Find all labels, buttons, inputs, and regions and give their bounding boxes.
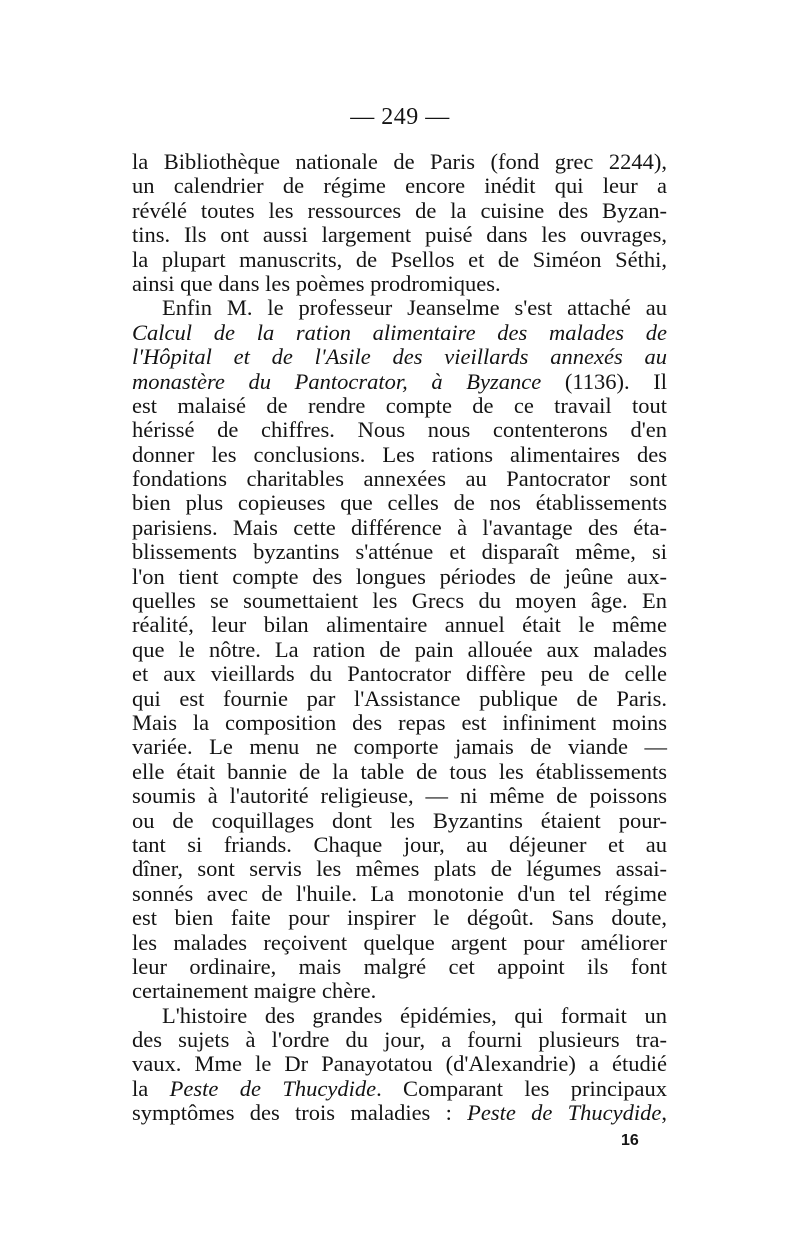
text-line: dîner, sont servis les mêmes plats de légumes assai- xyxy=(132,856,667,882)
text-line: réalité, leur bilan alimentaire annuel était le même xyxy=(132,612,667,638)
text-fragment: . Comparant les principaux xyxy=(376,1075,667,1101)
text-line: elle était bannie de la table de tous les établissements xyxy=(132,758,667,784)
work-title: monastère du Pantocrator, à Byzance xyxy=(132,368,542,394)
text-line xyxy=(132,370,667,394)
text-line: vaux. Mme le Dr Panayotatou (d'Alexandrie) a étudié xyxy=(132,1051,667,1077)
body-text xyxy=(132,150,667,1126)
text-line: l'on tient compte des longues périodes de jeûne aux- xyxy=(132,563,667,589)
work-title: Peste de Thucydide xyxy=(169,1075,377,1101)
text-line: Calcul de la ration alimentaire des malades de xyxy=(132,319,667,345)
text-line: l'Hôpital et de l'Asile des vieillards annexés au xyxy=(132,344,667,370)
text-line: ainsi que dans les poèmes prodromiques. xyxy=(132,270,501,296)
text-line: la plupart manuscrits, de Psellos et de Siméon Séthi, xyxy=(132,246,667,272)
text-line: variée. Le menu ne comporte jamais de viande — xyxy=(132,734,667,760)
page-number-header: — 249 — xyxy=(350,104,450,130)
text-line: est malaisé de rendre compte de ce travail tout xyxy=(132,392,667,418)
text-line: est bien faite pour inspirer le dégoût. Sans doute, xyxy=(132,905,667,931)
text-line: qui est fournie par l'Assistance publique de Paris. xyxy=(132,685,667,711)
text-line: des sujets à l'ordre du jour, a fourni plusieurs tra- xyxy=(132,1027,667,1053)
text-line: donner les conclusions. Les rations alimentaires des xyxy=(132,441,667,467)
text-line xyxy=(132,1101,667,1125)
paragraph-start-line: L'histoire des grandes épidémies, qui formait un xyxy=(162,1002,667,1028)
text-line: tant si friands. Chaque jour, au déjeuner et au xyxy=(132,831,667,857)
text-line: soumis à l'autorité religieuse, — ni même de poissons xyxy=(132,783,667,809)
work-title: Peste de Thucydide xyxy=(467,1100,662,1126)
text-line: leur ordinaire, mais malgré cet appoint ils font xyxy=(132,953,667,979)
paragraph-start-line: Enfin M. le professeur Jeanselme s'est attaché au xyxy=(162,295,667,321)
text-line: fondations charitables annexées au Pantocrator sont xyxy=(132,466,667,492)
text-line: certainement maigre chère. xyxy=(132,978,377,1004)
text-line: quelles se soumettaient les Grecs du moyen âge. En xyxy=(132,588,667,614)
text-fragment: , xyxy=(661,1100,667,1126)
text-line: et aux vieillards du Pantocrator diffère peu de celle xyxy=(132,661,667,687)
text-line xyxy=(132,1077,667,1101)
text-line: Mais la composition des repas est infiniment moins xyxy=(132,709,667,735)
text-fragment: symptômes des trois maladies : xyxy=(132,1100,468,1126)
text-line: parisiens. Mais cette différence à l'avantage des éta- xyxy=(132,514,667,540)
text-line: la Bibliothèque nationale de Paris (fond grec 2244), xyxy=(132,149,667,174)
text-fragment: la xyxy=(132,1075,170,1101)
text-line: révélé toutes les ressources de la cuisine des Byzan- xyxy=(132,197,667,223)
text-line: sonnés avec de l'huile. La monotonie d'un tel régime xyxy=(132,880,667,906)
text-line: ou de coquillages dont les Byzantins étaient pour- xyxy=(132,807,667,833)
text-line: blissements byzantins s'atténue et disparaît même, si xyxy=(132,539,667,565)
text-line: bien plus copieuses que celles de nos établissements xyxy=(132,490,667,516)
text-line: tins. Ils ont aussi largement puisé dans les ouvrages, xyxy=(132,222,667,248)
text-line: les malades reçoivent quelque argent pour améliorer xyxy=(132,929,667,955)
text-line: un calendrier de régime encore inédit qui leur a xyxy=(132,173,667,199)
text-fragment: (1136). Il xyxy=(541,368,667,394)
signature-mark: 16 xyxy=(621,1132,639,1149)
text-line: que le nôtre. La ration de pain allouée aux malades xyxy=(132,636,667,662)
text-line: hérissé de chiffres. Nous nous contenterons d'en xyxy=(132,417,667,443)
